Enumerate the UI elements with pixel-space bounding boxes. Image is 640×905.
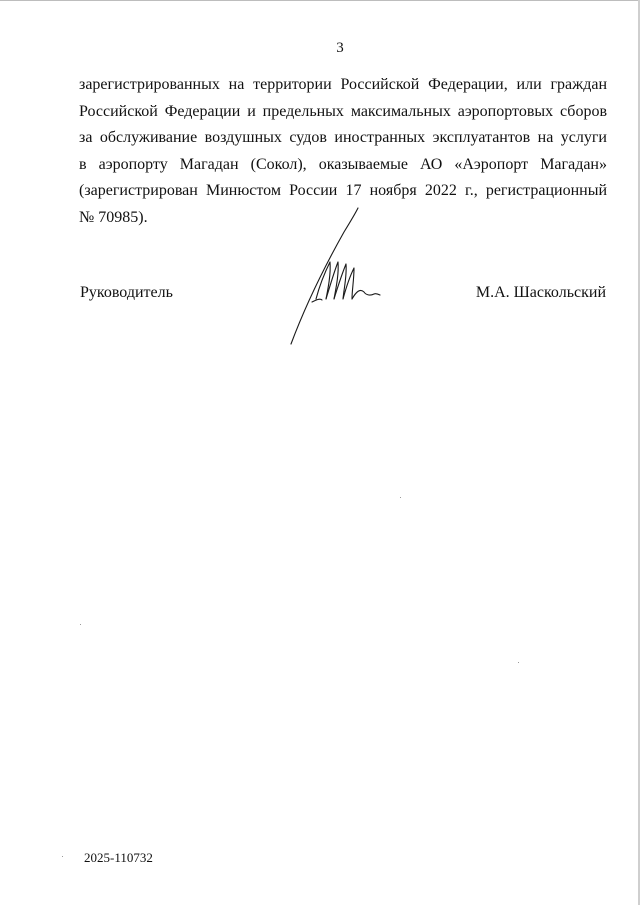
paragraph-line: в аэропорту Магадан (Сокол), оказываемые АО «Аэропорт Магадан»: [79, 155, 607, 173]
paragraph-line: № 70985).: [79, 208, 148, 226]
paragraph-line: (зарегистрирован Минюстом России 17 ноября 2022 г., регистрационный: [79, 182, 607, 199]
handwritten-signature: [286, 204, 386, 348]
paragraph-line: зарегистрированных на территории Российской Федерации, или граждан: [79, 76, 607, 93]
scan-edge-top: [0, 0, 640, 1]
scan-speck: [62, 856, 63, 857]
scan-speck: [518, 662, 519, 663]
document-code: 2025-110732: [84, 850, 153, 865]
signatory-name: М.А. Шаскольский: [475, 284, 606, 301]
paragraph-line: Российской Федерации и предельных максимальных аэропортовых сборов: [79, 102, 607, 120]
scan-speck: [80, 624, 81, 625]
scan-speck: [400, 497, 401, 498]
paragraph-line: за обслуживание воздушных судов иностранных эксплуатантов на услуги: [79, 129, 607, 146]
page-number: 3: [336, 40, 344, 56]
signatory-title: Руководитель: [80, 284, 173, 301]
